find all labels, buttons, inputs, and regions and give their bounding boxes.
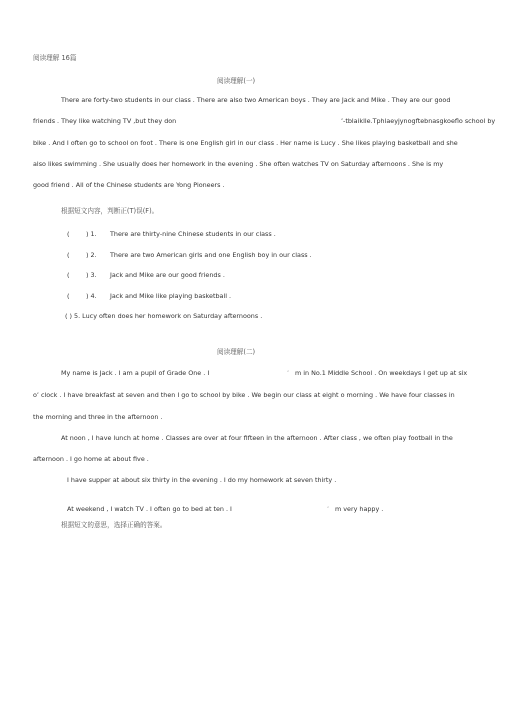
section2-line-4: At noon , I have lunch at home . Classes are over at four fifteen in the afternoon . After class , we often play football in the xyxy=(61,434,453,442)
question-3-number: ) 3. xyxy=(86,271,97,279)
document-header: 阅读理解 16篇 xyxy=(33,54,77,62)
section2-line-1b: m in No.1 Middle School . On weekdays I get up at six xyxy=(295,369,468,377)
section2-line-1a: My name is Jack . I am a pupil of Grade One . I xyxy=(61,369,210,377)
question-2-text: There are two American girls and one English boy in our class . xyxy=(110,251,312,259)
section1-line-1: There are forty-two students in our class . There are also two American boys . They are Jack and Mike . They are our good xyxy=(61,96,451,104)
section2-line-3: the morning and three in the afternoon . xyxy=(33,413,163,421)
section2-line-7-apostrophe: ’ xyxy=(327,505,330,513)
question-1-number: ) 1. xyxy=(86,230,97,238)
question-2-number: ) 2. xyxy=(86,251,97,259)
question-4-number: ) 4. xyxy=(86,292,97,300)
section2-instruction: 根据短文的意思，选择正确的答案。 xyxy=(61,521,167,529)
section1-line-5: good friend . All of the Chinese students are Yong Pioneers . xyxy=(33,181,225,189)
question-3-open-paren: ( xyxy=(67,271,70,279)
question-4-open-paren: ( xyxy=(67,292,70,300)
section1-line-2: friends . They like watching TV ,but they don xyxy=(33,117,177,125)
question-5: ( ) 5. Lucy often does her homework on Saturday afternoons . xyxy=(65,312,263,320)
section1-line-2-garbled: ’-tblaiklle.Tphlaeyjynogftebnasgkoeflo school by xyxy=(341,117,496,125)
section2-line-5: afternoon . I go home at about five . xyxy=(33,455,149,463)
question-1-text: There are thirty-nine Chinese students in our class . xyxy=(110,230,276,238)
section1-instruction: 根据短文内容，判断正(T)误(F)。 xyxy=(61,207,159,215)
question-2-open-paren: ( xyxy=(67,251,70,259)
section2-title: 阅读理解(二) xyxy=(217,348,256,356)
question-4-text: Jack and Mike like playing basketball . xyxy=(110,292,232,300)
section2-line-7a: At weekend , I watch TV . I often go to bed at ten . I xyxy=(67,505,232,513)
section1-title: 阅读理解(一) xyxy=(217,77,256,85)
section1-line-4: also likes swimming . She usually does her homework in the evening . She often watches TV on Saturday afternoons . She is my xyxy=(33,160,444,168)
question-3-text: Jack and Mike are our good friends . xyxy=(110,271,225,279)
section2-line-2: o’ clock . I have breakfast at seven and then I go to school by bike . We begin our class at eight o morning . We have four classes in xyxy=(33,391,455,399)
section2-line-1-apostrophe: ’ xyxy=(287,369,290,377)
section1-line-3: bike . And I often go to school on foot . There is one English girl in our class . Her name is Lucy . She likes playing basketball and she xyxy=(33,139,458,147)
question-1-open-paren: ( xyxy=(67,230,70,238)
section2-line-7b: m very happy . xyxy=(335,505,384,513)
section2-line-6: I have supper at about six thirty in the evening . I do my homework at seven thirty . xyxy=(67,476,337,484)
